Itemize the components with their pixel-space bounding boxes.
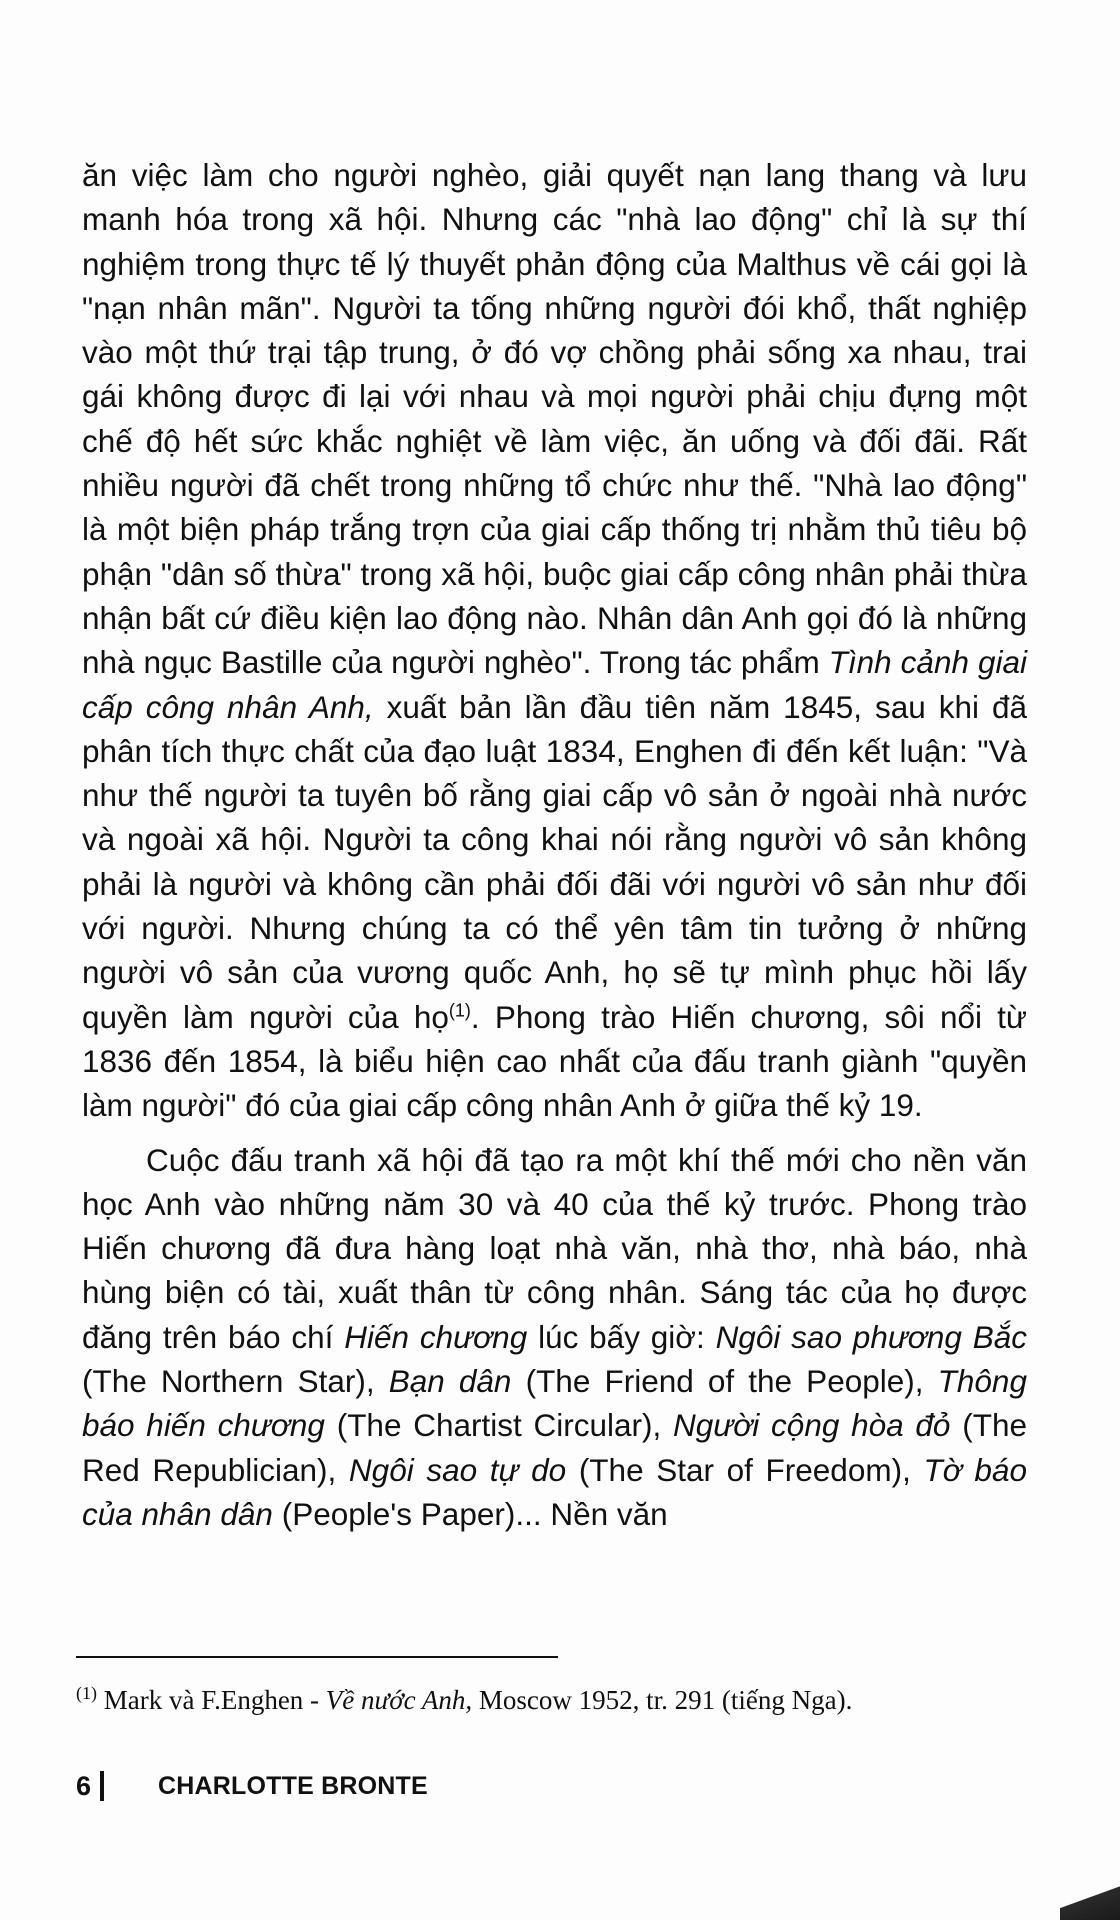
text-run: lúc bấy giờ: <box>538 1318 705 1355</box>
footnote-text: Moscow 1952, tr. 291 (tiếng Nga). <box>478 1685 853 1715</box>
text-run: (The Star of Freedom), <box>578 1451 911 1488</box>
publication-name-italic: Hiến chương <box>344 1318 528 1355</box>
paragraph-1 <box>82 153 1027 1128</box>
footnote-divider <box>76 1656 558 1658</box>
publication-name-italic: Bạn dân <box>388 1363 512 1400</box>
running-book-title: CHARLOTTE BRONTE <box>158 1771 428 1800</box>
book-title-italic: Tình cảnh giai cấp công nhân Anh, <box>82 644 1027 725</box>
text-run: (The Red Republician), <box>82 1407 1028 1488</box>
publication-name-italic: Người cộng hòa đỏ <box>673 1407 951 1444</box>
body-text <box>82 153 1027 1536</box>
text-run: (The Northern Star), <box>82 1363 375 1400</box>
text-run: (People's Paper)... Nền văn <box>281 1495 668 1532</box>
footnote-marker: (1) <box>76 1683 97 1703</box>
text-run: Cuộc đấu tranh xã hội đã tạo ra một khí thế mới cho nền văn học Anh vào những năm 30 và 40 của thế kỷ trước. Phong trào Hiến chương đã đưa hàng loạt nhà văn, nhà thơ, nhà báo, nhà hùng biện có tài, xuất thân từ công nhân. Sáng tác của họ được đăng trên báo chí <box>82 1141 1027 1355</box>
text-run: (The Friend of the People), <box>525 1363 924 1400</box>
page-edge-shadow <box>1060 1880 1120 1920</box>
footer-separator <box>100 1771 104 1801</box>
footnote <box>76 1682 1036 1718</box>
publication-name-italic: Ngôi sao phương Bắc <box>715 1318 1027 1355</box>
text-run: xuất bản lần đầu tiên năm 1845, sau khi đã phân tích thực chất của đạo luật 1834, Enghen đi đến kết luận: "Và như thế người ta tuyên bố rằng giai cấp vô sản ở ngoài nhà nước và ngoài xã hội. Người ta công khai nói rằng người vô sản không phải là người và không cần phải đối đãi với người vô sản như đối với người. Nhưng chúng ta có thể yên tâm tin tưởng ở những người vô sản của vương quốc Anh, họ sẽ tự mình phục hồi lấy quyền làm người của họ <box>82 688 1027 1035</box>
page-number: 6 <box>76 1770 92 1801</box>
publication-name-italic: Thông báo hiến chương <box>82 1363 1027 1444</box>
footnote-reference[interactable]: (1) <box>448 1000 471 1021</box>
text-run: . Phong trào Hiến chương, sôi nổi từ 1836 đến 1854, là biểu hiện cao nhất của đấu tranh giành "quyền làm người" đó của giai cấp công nhân Anh ở giữa thế kỷ 19. <box>82 998 1027 1124</box>
publication-name-italic: Ngôi sao tự do <box>348 1451 567 1488</box>
footnote-text: Mark và F.Enghen - <box>103 1685 320 1715</box>
text-run: ăn việc làm cho người nghèo, giải quyết nạn lang thang và lưu manh hóa trong xã hội. Nhưng các "nhà lao động" chỉ là sự thí nghiệm trong thực tế lý thuyết phản động của Malthus về cái gọi là "nạn nhân mãn". Người ta tống những người đói khổ, thất nghiệp vào một thứ trại tập trung, ở đó vợ chồng phải sống xa nhau, trai gái không được đi lại với nhau và mọi người phải chịu đựng một chế độ hết sức khắc nghiệt về làm việc, ăn uống và đối đãi. Rất nhiều người đã chết trong những tổ chức như thế. "Nhà lao động" là một biện pháp trắng trợn của giai cấp thống trị nhằm thủ tiêu bộ phận "dân số thừa" trong xã hội, buộc giai cấp công nhân phải thừa nhận bất cứ điều kiện lao động nào. Nhân dân Anh gọi đó là những nhà ngục Bastille của người nghèo". Trong tác phẩm <box>82 157 1027 681</box>
paragraph-2 <box>82 1138 1027 1537</box>
running-footer <box>76 1766 428 1806</box>
publication-name-italic: Tờ báo của nhân dân <box>82 1451 1027 1532</box>
text-run: (The Chartist Circular), <box>336 1407 662 1444</box>
footnote-book-title: Về nước Anh, <box>325 1685 473 1715</box>
